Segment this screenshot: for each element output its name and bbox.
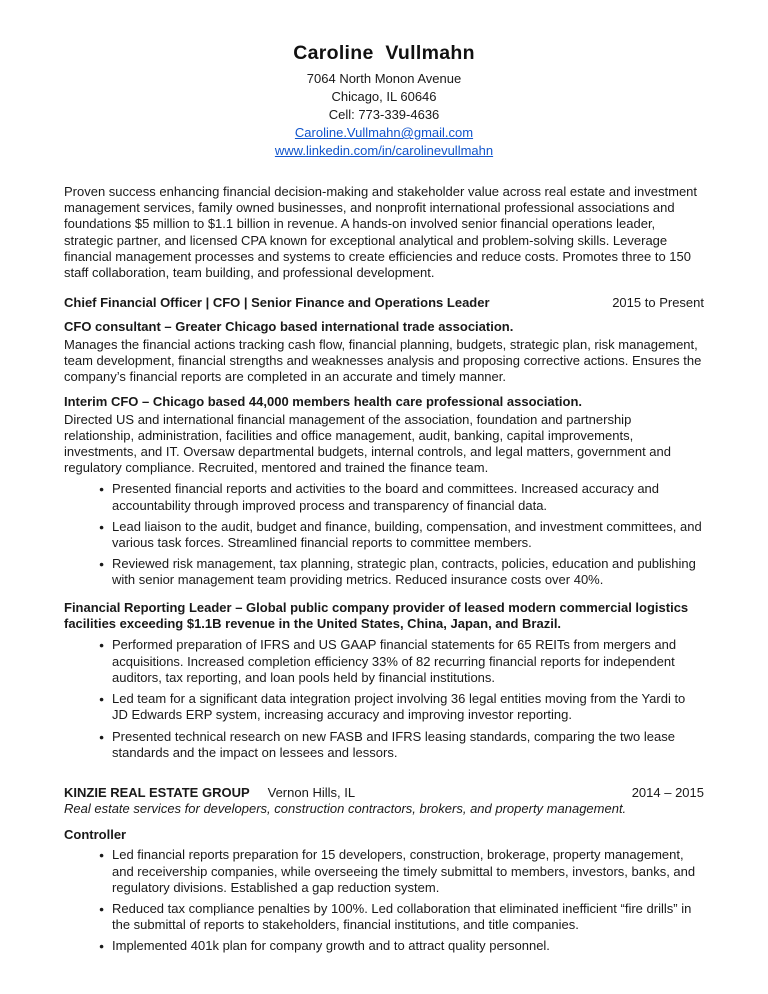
bullet-icon: ●	[99, 850, 105, 861]
list-item	[64, 481, 704, 513]
engagement-cfo-consultant	[64, 319, 704, 385]
bullet-icon: ●	[99, 521, 105, 532]
engagement-description: Directed US and international financial management of the association, foundation and partnership relationship, administration, facilities and office management, audit, banking, capital improvements, investments, and IT. Oversaw departmental budgets, internal controls, and legal matters, government and regulatory compliance. Recruited, mentored and trained the finance team.	[64, 411, 671, 476]
engagement-interim-cfo	[64, 394, 704, 588]
bullet-list	[64, 637, 704, 760]
company-name: KINZIE REAL ESTATE GROUP	[64, 784, 250, 800]
address-line-1: 7064 North Monon Avenue	[306, 71, 462, 86]
bullet-text: Led financial reports preparation for 15 developers, construction, brokerage, property management, and receivership companies, while overseeing the timely submittal to members, investors, banks, and regulatory divisions. Established a gap reduction system.	[112, 847, 696, 895]
company-location: Vernon Hills, IL	[267, 784, 356, 800]
company-tagline: Real estate services for developers, construction contractors, brokers, and property management.	[64, 800, 627, 816]
engagement-financial-reporting-leader	[64, 600, 704, 761]
engagement-description: Manages the financial actions tracking cash flow, financial planning, budgets, strategic plan, risk management, team development, financial strengths and weaknesses analysis and proposing corrective actions. Ensures the company’s financial reports are completed in an accurate and timely manner.	[64, 336, 702, 385]
list-item	[64, 901, 704, 933]
linkedin-line	[64, 142, 704, 160]
company-heading-row	[64, 785, 704, 800]
role-dates: 2015 to Present	[612, 295, 704, 311]
phone-line: Cell: 773-339-4636	[328, 107, 440, 122]
bullet-text: Implemented 401k plan for company growth and to attract quality personnel.	[112, 938, 550, 954]
engagement-title: Interim CFO – Chicago based 44,000 members health care professional association.	[64, 394, 583, 410]
list-item	[64, 938, 704, 954]
bullet-icon: ●	[99, 904, 105, 915]
summary-paragraph: Proven success enhancing financial decision-making and stakeholder value across real estate and investment management services, family owned businesses, and nonprofit international professional associations and foundations $5 million to $1.1 billion in revenue. A hands-on involved senior financial operations leader, strategic partner, and licensed CPA known for exceptional analytical and problem-solving skills. Leverage financial management processes and systems to create efficiencies and reduce costs. Promotes three to 150 staff collaboration, team building, and professional development.	[64, 184, 698, 281]
list-item	[64, 691, 704, 723]
bullet-icon: ●	[99, 694, 105, 705]
kinzie-section	[64, 785, 704, 955]
candidate-name: Caroline Vullmahn	[293, 42, 475, 64]
bullet-icon: ●	[99, 484, 105, 495]
bullet-text: Lead liaison to the audit, budget and finance, building, compensation, and investment committees, and various task forces. Streamlined financial reports to committee members.	[112, 518, 702, 551]
list-item	[64, 729, 704, 761]
bullet-text: Presented technical research on new FASB and IFRS leasing standards, comparing the two lease standards and the impact on lessees and lessors.	[112, 728, 675, 760]
company-dates: 2014 – 2015	[631, 784, 704, 800]
engagement-title: Financial Reporting Leader – Global public company provider of leased modern commercial logistics facilities exceeding $1.1B revenue in the United States, China, Japan, and Brazil.	[64, 599, 689, 632]
bullet-list	[64, 481, 704, 588]
bullet-icon: ●	[99, 941, 105, 952]
role-title: Chief Financial Officer | CFO | Senior Finance and Operations Leader	[64, 295, 490, 311]
list-item	[64, 847, 704, 896]
bullet-icon: ●	[99, 559, 105, 570]
list-item	[64, 637, 704, 686]
bullet-text: Performed preparation of IFRS and US GAAP financial statements for 65 REITs from mergers and acquisitions. Increased completion efficiency 33% of 82 recurring financial reports for independent auditors, tax reporting, and loan pools held by financial institutions.	[112, 637, 677, 685]
bullet-text: Presented financial reports and activities to the board and committees. Increased accuracy and accountability through improved process and transparency of financial data.	[112, 481, 660, 513]
job-title: Controller	[64, 827, 127, 843]
linkedin-link[interactable]: www.linkedin.com/in/carolinevullmahn	[274, 143, 494, 158]
list-item	[64, 556, 704, 588]
engagement-title: CFO consultant – Greater Chicago based international trade association.	[64, 319, 514, 335]
bullet-text: Led team for a significant data integration project involving 36 legal entities moving from the Yardi to JD Edwards ERP system, increasing accuracy and improving investor reporting.	[112, 691, 686, 723]
email-link[interactable]: Caroline.Vullmahn@gmail.com	[294, 125, 474, 140]
bullet-text: Reviewed risk management, tax planning, strategic plan, contracts, policies, education and publishing with senior management team providing metrics. Reduced insurance costs over 40%.	[112, 556, 696, 588]
list-item	[64, 519, 704, 551]
bullet-icon: ●	[99, 640, 105, 651]
bullet-text: Reduced tax compliance penalties by 100%. Led collaboration that eliminated inefficient “fire drills” in the submittal of reports to stakeholders, financial institutions, and title companies.	[112, 901, 692, 933]
email-line	[64, 124, 704, 142]
address-line-2: Chicago, IL 60646	[331, 89, 437, 104]
resume-header	[64, 42, 704, 160]
role-heading-row	[64, 295, 704, 310]
bullet-icon: ●	[99, 731, 105, 742]
bullet-list	[64, 847, 704, 954]
